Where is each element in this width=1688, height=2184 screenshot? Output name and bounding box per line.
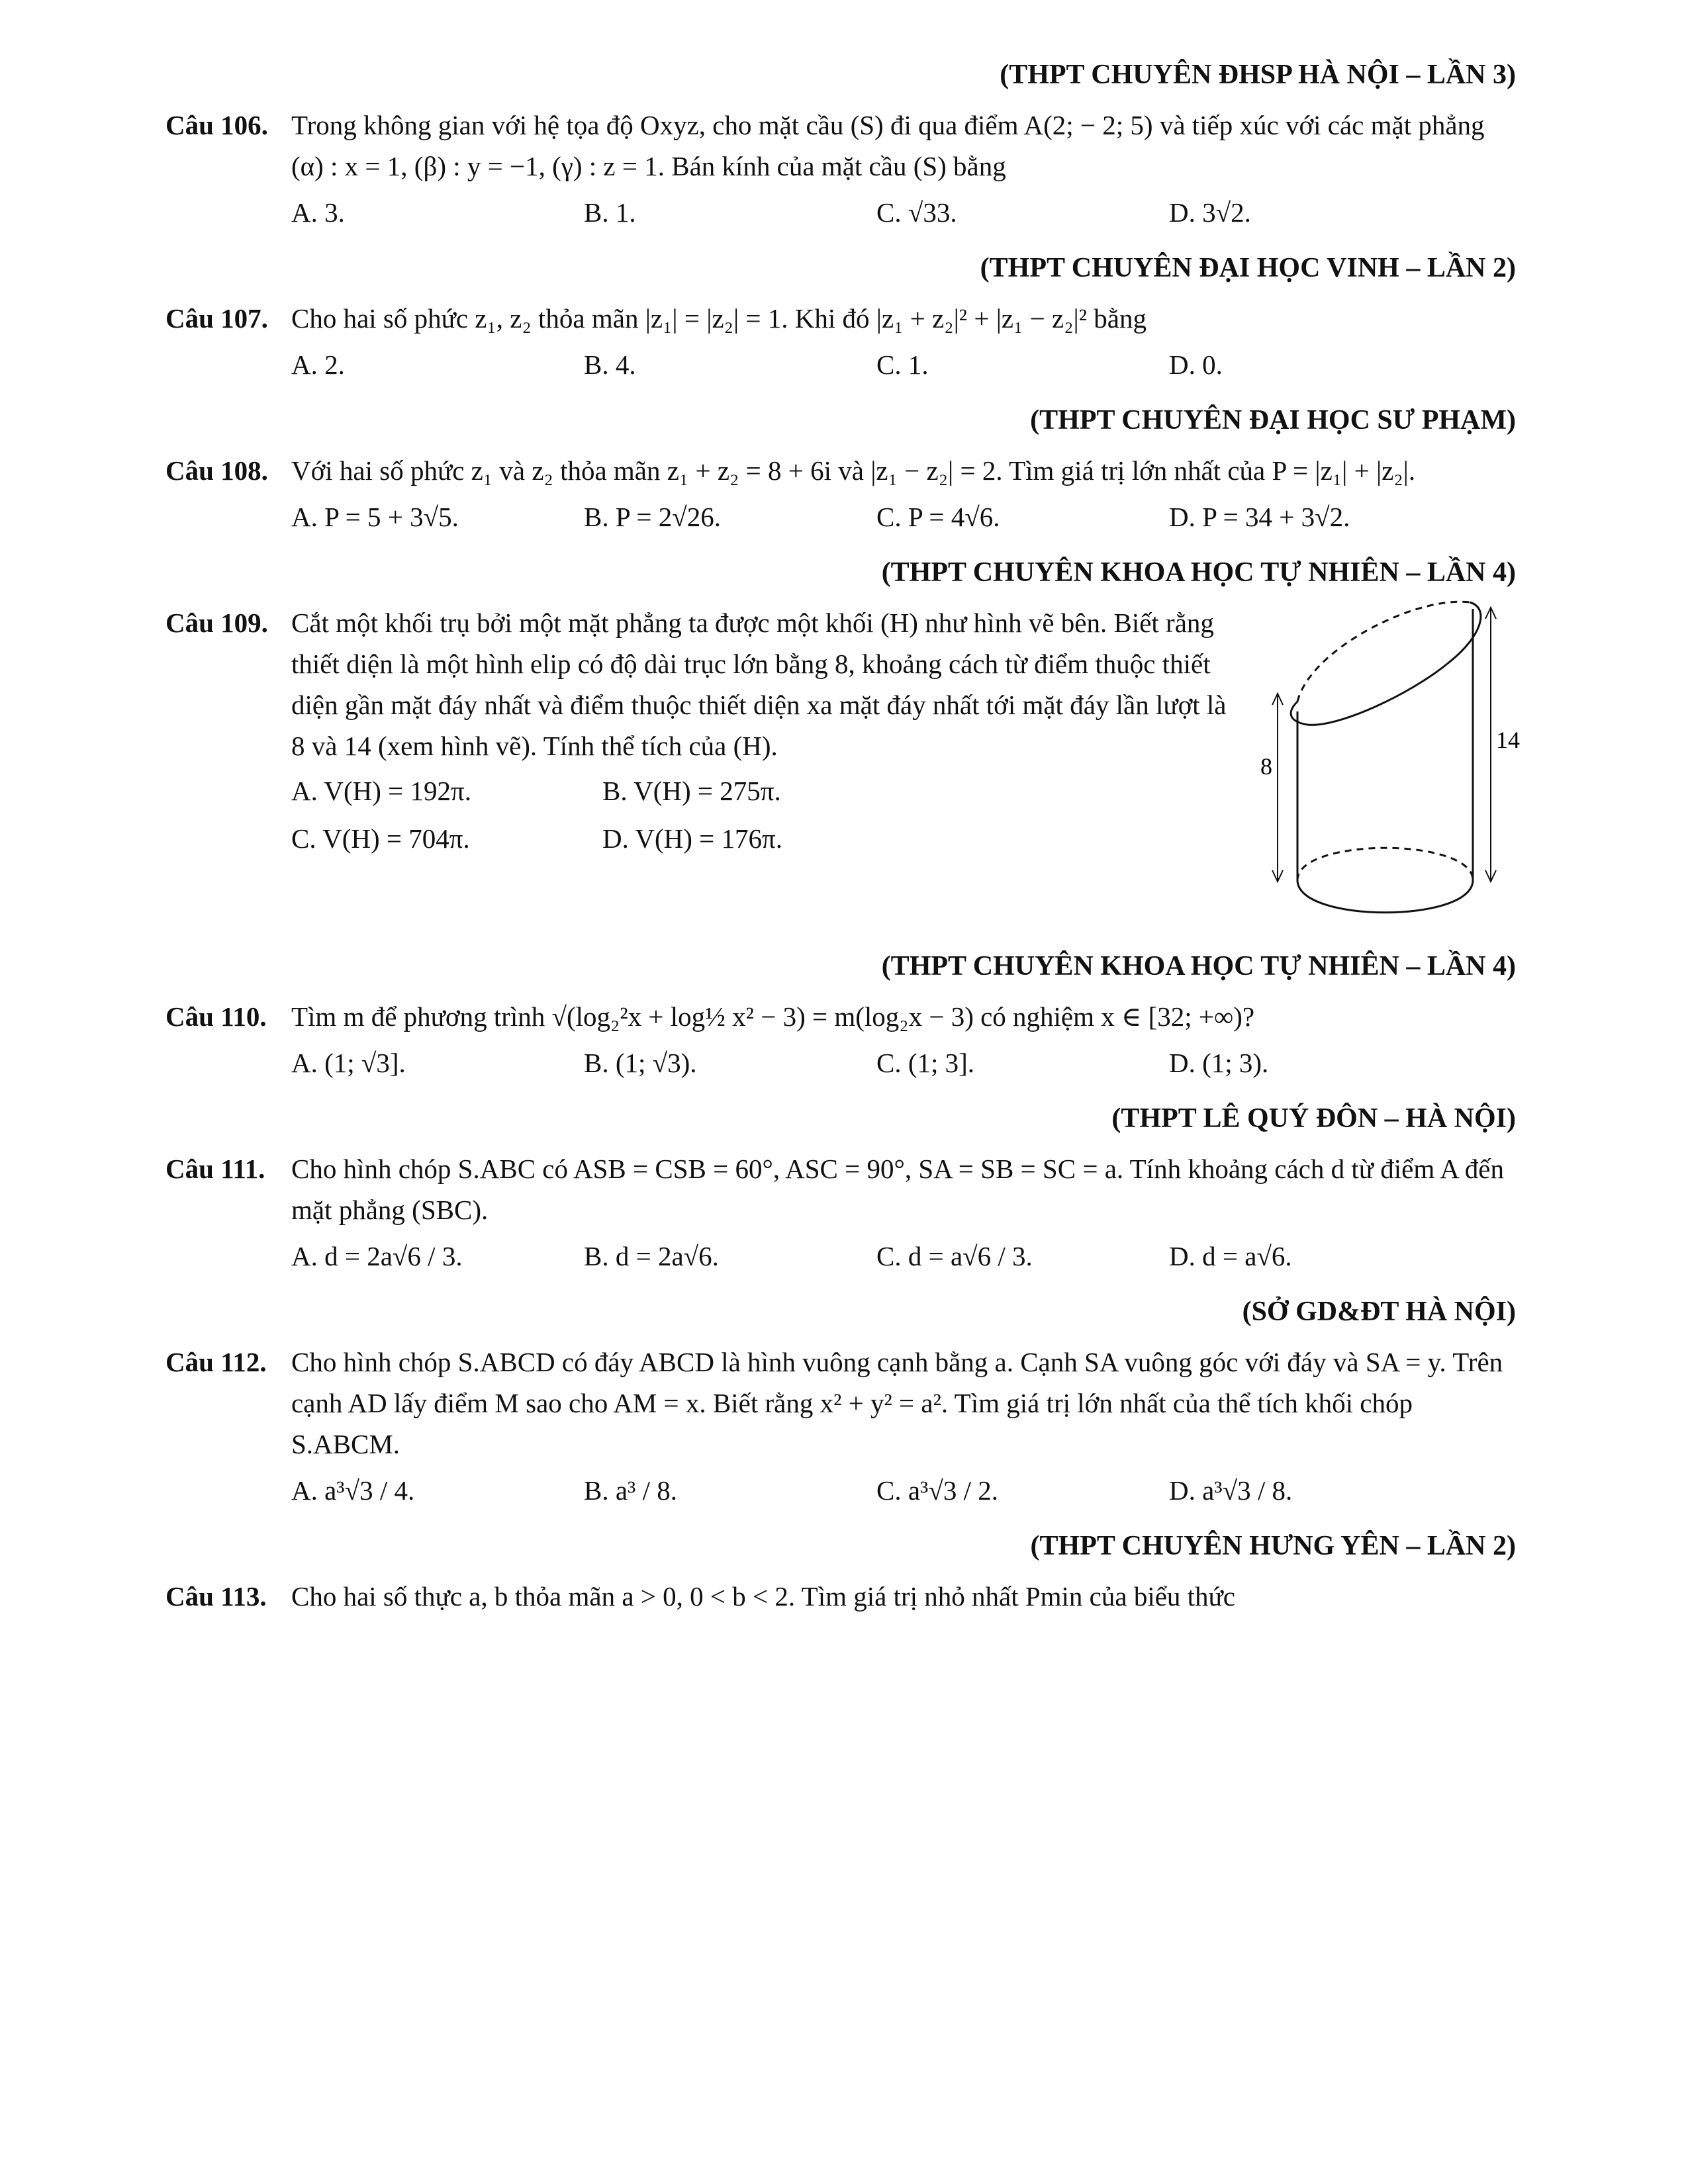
option-c: C. P = 4√6. bbox=[876, 502, 1000, 532]
option-c: C. (1; 3]. bbox=[876, 1048, 975, 1078]
source-heading: (THPT CHUYÊN KHOA HỌC TỰ NHIÊN – LẦN 4) bbox=[881, 951, 1516, 981]
option-d: D. 3√2. bbox=[1169, 197, 1251, 228]
option-d: D. d = a√6. bbox=[1169, 1241, 1292, 1271]
option-d: D. 0. bbox=[1169, 349, 1223, 380]
source-heading: (THPT LÊ QUÝ ĐÔN – HÀ NỘI) bbox=[1111, 1103, 1516, 1134]
question-107 bbox=[165, 298, 1516, 339]
option-a: A. (1; √3]. bbox=[291, 1048, 406, 1078]
option-b: B. 1. bbox=[584, 197, 636, 228]
question-text: Cho hình chóp S.ABCD có đáy ABCD là hình vuông cạnh bằng a. Cạnh SA vuông góc với đáy và SA = y. Trên cạnh AD lấy điểm M sao cho AM = x. Biết rằng x² + y² = a². Tìm giá trị lớn nhất của thể tích khối chóp S.ABCM. bbox=[291, 1347, 1503, 1459]
answer-options bbox=[291, 770, 1231, 859]
source-heading: (THPT CHUYÊN KHOA HỌC TỰ NHIÊN – LẦN 4) bbox=[881, 557, 1516, 588]
answer-options bbox=[291, 1470, 1516, 1511]
question-106 bbox=[165, 105, 1516, 187]
exam-page bbox=[165, 40, 1520, 1617]
answer-options bbox=[291, 344, 1516, 385]
label-8: 8 bbox=[1260, 753, 1272, 780]
question-text: Cho hai số thực a, b thỏa mãn a > 0, 0 < b < 2. Tìm giá trị nhỏ nhất Pmin của biểu thức bbox=[291, 1581, 1235, 1612]
truncated-cylinder-figure bbox=[1251, 589, 1520, 931]
answer-options bbox=[291, 496, 1516, 537]
question-label: Câu 108. bbox=[165, 455, 268, 486]
option-d: D. (1; 3). bbox=[1169, 1048, 1269, 1078]
question-label: Câu 106. bbox=[165, 110, 268, 140]
answer-options bbox=[291, 1042, 1516, 1083]
option-a: A. P = 5 + 3√5. bbox=[291, 502, 459, 532]
source-heading: (THPT CHUYÊN ĐHSP HÀ NỘI – LẦN 3) bbox=[1000, 60, 1516, 90]
question-109-block bbox=[165, 602, 1520, 931]
question-text: Cắt một khối trụ bởi một mặt phẳng ta được một khối (H) như hình vẽ bên. Biết rằng thiết diện là một hình elip có độ dài trục lớn bằng 8, khoảng cách từ điểm thuộc thiết diện gần mặt đáy nhất và điểm thuộc thiết diện xa mặt đáy nhất tới mặt đáy lần lượt là 8 và 14 (xem hình vẽ). Tính thể tích của (H). bbox=[291, 608, 1227, 761]
question-text: Tìm m để phương trình √(log₂²x + log½ x² − 3) = m(log₂x − 3) có nghiệm x ∈ [32; +∞)? bbox=[291, 1001, 1255, 1032]
option-a: A. a³√3 / 4. bbox=[291, 1475, 415, 1506]
question-text: Trong không gian với hệ tọa độ Oxyz, cho mặt cầu (S) đi qua điểm A(2; − 2; 5) và tiếp xúc với các mặt phẳng (α) : x = 1, (β) : y = −1, (γ) : z = 1. Bán kính của mặt cầu (S) bằng bbox=[291, 110, 1485, 181]
source-heading: (THPT CHUYÊN HƯNG YÊN – LẦN 2) bbox=[1030, 1531, 1516, 1561]
option-c: C. 1. bbox=[876, 349, 929, 380]
option-b: B. a³ / 8. bbox=[584, 1475, 677, 1506]
option-c: C. d = a√6 / 3. bbox=[876, 1241, 1033, 1271]
answer-options bbox=[291, 192, 1516, 233]
option-c: C. V(H) = 704π. bbox=[291, 823, 470, 854]
question-label: Câu 112. bbox=[165, 1347, 267, 1377]
option-b: B. V(H) = 275π. bbox=[602, 776, 781, 806]
answer-options bbox=[291, 1236, 1516, 1277]
option-c: C. √33. bbox=[876, 197, 957, 228]
option-d: D. a³√3 / 8. bbox=[1169, 1475, 1293, 1506]
option-d: D. V(H) = 176π. bbox=[602, 823, 782, 854]
option-b: B. 4. bbox=[584, 349, 636, 380]
question-112 bbox=[165, 1342, 1516, 1465]
option-a: A. 2. bbox=[291, 349, 345, 380]
question-111 bbox=[165, 1148, 1516, 1230]
option-a: A. V(H) = 192π. bbox=[291, 776, 471, 806]
question-label: Câu 107. bbox=[165, 303, 268, 334]
source-heading: (THPT CHUYÊN ĐẠI HỌC SƯ PHẠM) bbox=[1030, 405, 1516, 435]
bottom-ellipse-back bbox=[1297, 848, 1473, 880]
question-110 bbox=[165, 996, 1516, 1037]
option-a: A. 3. bbox=[291, 197, 345, 228]
question-text: Cho hai số phức z₁, z₂ thỏa mãn |z₁| = |z₂| = 1. Khi đó |z₁ + z₂|² + |z₁ − z₂|² bằng bbox=[291, 303, 1147, 334]
top-ellipse-back bbox=[1297, 602, 1470, 702]
label-14: 14 bbox=[1496, 727, 1520, 753]
option-b: B. (1; √3). bbox=[584, 1048, 697, 1078]
source-heading: (THPT CHUYÊN ĐẠI HỌC VINH – LẦN 2) bbox=[980, 253, 1516, 283]
source-heading: (SỞ GD&ĐT HÀ NỘI) bbox=[1242, 1297, 1516, 1327]
question-label: Câu 111. bbox=[165, 1154, 265, 1184]
question-113 bbox=[165, 1576, 1516, 1617]
option-b: B. d = 2a√6. bbox=[584, 1241, 719, 1271]
bottom-ellipse-front bbox=[1297, 880, 1473, 913]
question-label: Câu 109. bbox=[165, 608, 268, 638]
option-a: A. d = 2a√6 / 3. bbox=[291, 1241, 463, 1271]
cylinder-svg bbox=[1251, 589, 1520, 920]
question-label: Câu 113. bbox=[165, 1581, 267, 1612]
question-label: Câu 110. bbox=[165, 1001, 267, 1032]
option-c: C. a³√3 / 2. bbox=[876, 1475, 998, 1506]
option-b: B. P = 2√26. bbox=[584, 502, 722, 532]
question-text: Cho hình chóp S.ABC có ASB = CSB = 60°, ASC = 90°, SA = SB = SC = a. Tính khoảng cách d từ điểm A đến mặt phẳng (SBC). bbox=[291, 1154, 1505, 1225]
question-text: Với hai số phức z₁ và z₂ thỏa mãn z₁ + z₂ = 8 + 6i và |z₁ − z₂| = 2. Tìm giá trị lớn nhất của P = |z₁| + |z₂|. bbox=[291, 455, 1416, 486]
option-d: D. P = 34 + 3√2. bbox=[1169, 502, 1350, 532]
question-108 bbox=[165, 450, 1516, 491]
question-109 bbox=[165, 602, 1231, 766]
